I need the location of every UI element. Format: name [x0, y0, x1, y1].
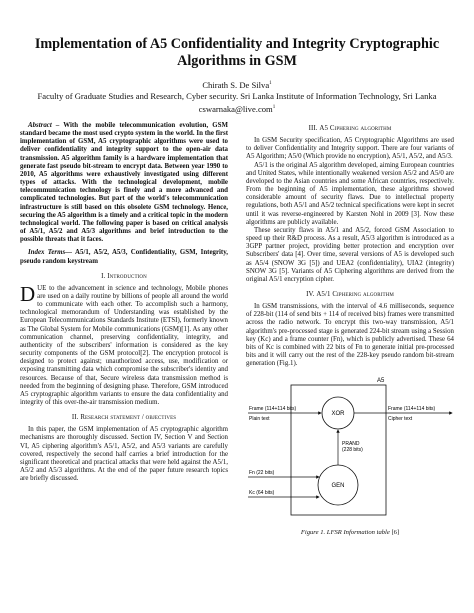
abstract: [20, 122, 228, 244]
author-block: [14, 78, 460, 115]
abstract-text: With the mobile telecommunication evolution, GSM standard became the most used crypto system in the world. In the first implementation of GSM, A5 cryptographic algorithms were used to deliver confidentiality and integrity support to the open-air data transmission. A5 algorithm family is a hardware implementation that generate fast pseudo bit-stream to encrypt data. Between year 1990 to 2010, A5 algorithms were exhaustively investigated using different types of attacks. With the technological development, mobile telecommunication technology is finely and a more advanced and complicated technologies. But part of the world's telecommunication infrastructure is still based on this obsolete GSM technology. Hence, securing the A5 algorithm is a timely and a critical topic in the modern technological world. The following paper is based on critical analysis of A5/1, A5/2 and A5/3 algorithms and brief introduction to the possible threats that it faces.: [20, 122, 228, 244]
cipher-text-label: Cipher text: [388, 416, 413, 423]
kc-label: Kc (64 bits): [249, 490, 275, 497]
author-name: Chirath S. De Silva$^1$: [202, 79, 272, 90]
gen-label: GEN: [331, 483, 345, 490]
section-heading-a5-cipher: III. A5 Ciphering algorithm: [308, 125, 392, 132]
section-heading-research: II. Research statement / objectives: [71, 414, 177, 422]
left-column: [20, 122, 228, 483]
prand-label: PRAND: [342, 441, 360, 448]
frame-in-label: Frame (114+114 bits): [249, 406, 297, 413]
index-terms-text: A5/1, A5/2, A5/3, Confidentiality, GSM, Integrity, pseudo random keystream: [20, 249, 229, 265]
a5-paragraph-1: In GSM Security specification, A5 Cryptographic Algorithms are used to deliver Confidentiality and Integrity support. There are four variants of A5 Algorithm; A5/0 (Which provide no encryption), A5/1, A5/2, and A5/3.: [246, 137, 454, 161]
fn-label: Fn (22 bits): [249, 470, 275, 477]
figure-caption: Figure 1. LFSR Information table [6]: [300, 528, 400, 536]
paper-title: Implementation of A5 Confidentiality and Integrity Cryptographic Algorithms in GSM: [34, 36, 440, 69]
a51-paragraph: In GSM transmissions, with the interval of 4.6 milliseconds, sequence of 228-bit (114 of send bits + 114 of received bits) frames were transmitted across the radio network. To encrypt this two-way transmission, A5/1 algorithm's pre-processed stage is generated 224-bit stream using a Session key (Kc) and a frame counter (Fn), which is publicly advertised. These 64 bits of Kc is combined with 22 bits of Fn to generate initial pre-processed bits and it will carry out the rest of the 228-key pseudo random bit-stream generation (Fig.1).: [246, 303, 454, 368]
prand-bits-label: (228 bits): [342, 447, 363, 454]
drop-cap: D: [20, 281, 36, 306]
a5-block-diagram: [246, 373, 454, 523]
section-heading-introduction: I. Introduction: [101, 272, 147, 280]
frame-out-label: Frame (114+114 bits): [388, 406, 436, 413]
a5-paragraph-3: These security flaws in A5/1 and A5/2, forced GSM Association to speed up their R&D process. As a result, A5/3 algorithm is introduced as a 3GPP partner project, providing better protection and encryption over Subscribers' data [4]. Over time, several versions of A5 is developed such as A5/4 (SNOW 3G [5]) and UEA2 (confidentiality), UIA2 (integrity) SNOW 3G [5]. Variants of A5 Ciphering algorithms are derived from the original A5/1 encryption cipher.: [246, 226, 454, 283]
plain-text-label: Plain text: [249, 416, 270, 423]
a5-box: [291, 385, 386, 515]
xor-label: XOR: [331, 411, 345, 418]
a5-box-label: A5: [377, 378, 385, 385]
research-paragraph: In this paper, the GSM implementation of A5 cryptographic algorithm mechanisms are thoroughly discussed. Section IV, Section V and Section VI, A5 ciphering algorithm's A5/1, A5/2, and A5/3 variants are carefully covered, respectively the second half carries a brief introduction for the significant theoretical and practical attacks that were held against the A5/1, A5/2 and A5/3 algorithms. At the end of the paper future research topics are briefly discussed.: [20, 426, 228, 483]
author-email: cswarnaka@live.com$^1$: [198, 103, 276, 114]
section-heading-a51: IV. A5/1 Ciphering algorithm: [306, 290, 394, 298]
author-affiliation: Faculty of Graduate Studies and Research, Cyber security. Sri Lanka Institute of Information Technology, Sri Lanka: [37, 90, 437, 101]
index-terms-label: Index Terms—: [28, 249, 73, 257]
index-terms: [20, 249, 228, 265]
abstract-label: Abstract –: [28, 122, 60, 129]
right-column: [246, 122, 454, 537]
a5-paragraph-2: A5/1 is the original A5 algorithm developed, aiming European countries and United States, while intentionally weakened version A5/2 and A5/0 are developed to the Asian countries and some African countries, respectively. From the beginning of A5 implementation, these algorithms showed considerable amount of security flaws. Due to intellectual property regulations, both A5/1 and A5/2 technical specifications were kept in secret until it was reverse-engineered by Karsten Nohl in 2009 [3]. Now these algorithms are publicly available.: [246, 161, 454, 226]
introduction-paragraph: DUE to the advancement in science and technology, Mobile phones are used on a daily routine by billions of people all around the world to communicate with each other. To accomplish such a harmony, technological memorandum of Understanding was established by the European Telecommunications Standards Institute (ETSI), formerly known as The Global System for Mobile communications (GSM)[1]. As any other communication channel, preserving confidentiality, integrity, and authenticity of the subscribers' information is considered as the key security components of the GSM protocol[2]. The encryption protocol is designed to protect against; unauthorized access, use, modification or exposing transmitting data which compromise the subscriber's identity and resources. Because of that, Secure wireless data transmission method is needed from the beginning of designing phase. Therefore, GSM introduced A5 cryptographic algorithm variants to ensure the data confidentiality and integrity of this over-the-air transmission medium.: [20, 281, 228, 406]
